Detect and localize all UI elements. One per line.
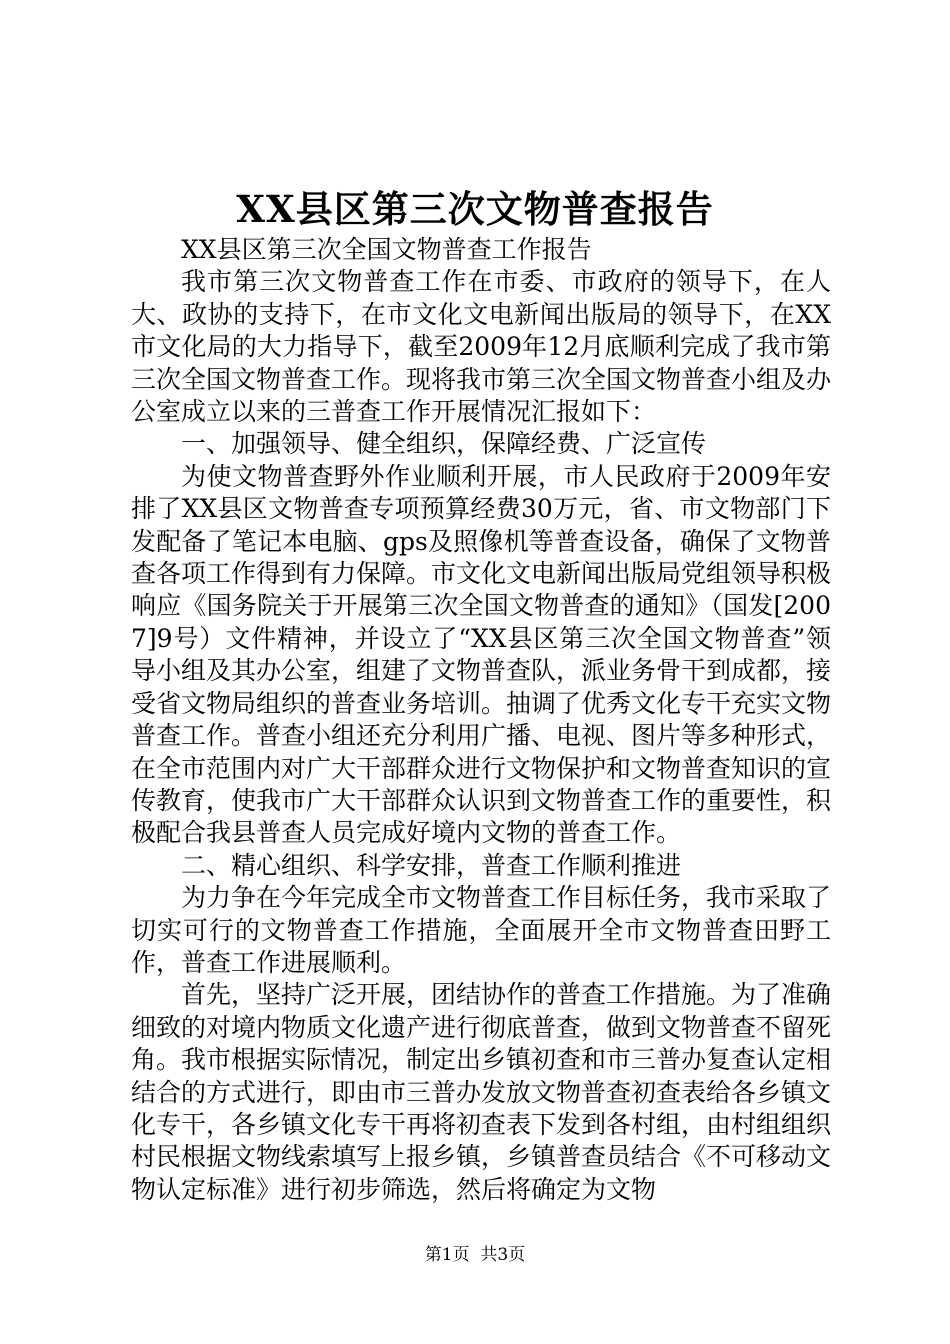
paragraph-section-2: 为力争在今年完成全市文物普查工作目标任务，我市采取了切实可行的文物普查工作措施，全面展开全市文物普查田野工作，普查工作进展顺利。 <box>131 883 832 977</box>
section-heading-1: 一、加强领导、健全组织，保障经费、广泛宣传 <box>181 429 707 459</box>
page-footer <box>0 1243 950 1267</box>
document-title: XX县区第三次文物普查报告 <box>236 187 714 231</box>
page-total: 共3页 <box>480 1245 526 1265</box>
paragraph-intro: 我市第三次文物普查工作在市委、市政府的领导下，在人大、政协的支持下，在市文化文电新闻出版局的领导下，在XX市文化局的大力指导下，截至2009年12月底顺利完成了我市第三次全国文物普查工作。现将我市第三次全国文物普查小组及办公室成立以来的三普查工作开展情况汇报如下： <box>131 267 832 427</box>
document-body <box>131 234 831 1206</box>
section-heading-2: 二、精心组织、科学安排，普查工作顺利推进 <box>181 850 682 880</box>
paragraph-first-measure: 首先，坚持广泛开展，团结协作的普查工作措施。为了准确细致的对境内物质文化遗产进行彻底普查，做到文物普查不留死角。我市根据实际情况，制定出乡镇初查和市三普办复查认定相结合的方式进行，即由市三普办发放文物普查初查表给各乡镇文化专干，各乡镇文化专干再将初查表下发到各村组，由村组组织村民根据文物线索填写上报乡镇，乡镇普查员结合《不可移动文物认定标准》进行初步筛选，然后将确定为文物 <box>131 980 832 1204</box>
paragraph-section-1: 为使文物普查野外作业顺利开展，市人民政府于2009年安排了XX县区文物普查专项预算经费30万元，省、市文物部门下发配备了笔记本电脑、gps及照像机等普查设备，确保了文物普查各项工作得到有力保障。市文化文电新闻出版局党组领导积极响应《国务院关于开展第三次全国文物普查的通知》（国发[2007]9号）文件精神，并设立了“XX县区第三次全国文物普查”领导小组及其办公室，组建了文物普查队，派业务骨干到成都，接受省文物局组织的普查业务培训。抽调了优秀文化专干充实文物普查工作。普查小组还充分利用广播、电视、图片等多种形式，在全市范围内对广大干部群众进行文物保护和文物普查知识的宣传教育，使我市广大干部群众认识到文物普查工作的重要性，积极配合我县普查人员完成好境内文物的普查工作。 <box>131 461 832 848</box>
paragraph-subtitle: XX县区第三次全国文物普查工作报告 <box>181 235 592 264</box>
page-number: 第1页 <box>424 1245 470 1265</box>
